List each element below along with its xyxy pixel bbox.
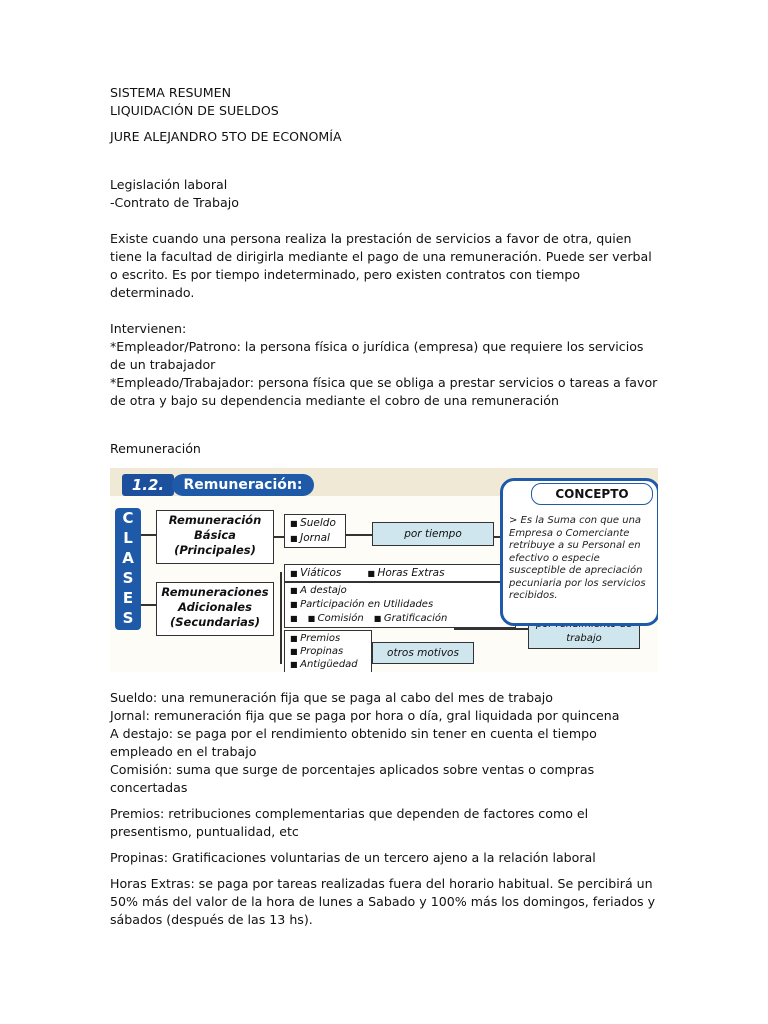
header-line-2: LIQUIDACIÓN DE SUELDOS bbox=[110, 103, 279, 118]
empleador-item: *Empleador/Patrono: la persona física o jurídica (empresa) que requiere los servicios de un trabajador bbox=[110, 339, 644, 372]
figure-number: 1.2. bbox=[122, 474, 174, 496]
item-premios: ■ Premios bbox=[290, 632, 366, 645]
por-tiempo-tag: por tiempo bbox=[372, 522, 494, 546]
clases-letter: C bbox=[122, 509, 134, 527]
section-title: Legislación laboral bbox=[110, 177, 228, 192]
clases-letter: E bbox=[122, 589, 134, 607]
item-sueldo: ■ Sueldo bbox=[290, 516, 340, 531]
clases-letter: A bbox=[122, 549, 134, 567]
remuneraciones-adicionales-box: Remuneraciones Adicionales (Secundarias) bbox=[156, 582, 274, 636]
connector-line bbox=[141, 534, 157, 536]
connector-line bbox=[346, 534, 372, 536]
connector-line bbox=[280, 572, 282, 664]
def-comision: Comisión: suma que surge de porcentajes aplicados sobre ventas o compras concertadas bbox=[110, 762, 595, 795]
basica-items bbox=[284, 514, 346, 548]
clases-letter: L bbox=[123, 529, 133, 547]
item-comision: ■ ■ Comisión bbox=[308, 612, 364, 626]
otros-motivos-tag: otros motivos bbox=[372, 642, 474, 664]
document-page bbox=[110, 84, 662, 458]
connector-line bbox=[454, 628, 528, 630]
remuneracion-heading: Remuneración bbox=[110, 441, 201, 456]
figure-title: Remuneración: bbox=[172, 474, 314, 496]
header-line-1: SISTEMA RESUMEN bbox=[110, 85, 231, 100]
item-participacion: ■ Participación en Utilidades bbox=[290, 598, 510, 612]
connector-line bbox=[141, 604, 157, 606]
definitions-block bbox=[110, 689, 662, 929]
def-horas-extras: Horas Extras: se paga por tareas realizadas fuera del horario habitual. Se percibirá un 50% más del valor de la hora de lunes a Sabado y 100% más los domingos, feriados y sábados (después de las 13 hs). bbox=[110, 876, 656, 927]
viaticos-row bbox=[284, 564, 506, 582]
def-sueldo: Sueldo: una remuneración fija que se paga al cabo del mes de trabajo bbox=[110, 690, 553, 705]
def-premios: Premios: retribuciones complementarias que dependen de factores como el presentismo, puntualidad, etc bbox=[110, 806, 589, 839]
item-propinas: ■ Propinas bbox=[290, 645, 366, 658]
destajo-items bbox=[284, 582, 516, 628]
def-propinas: Propinas: Gratificaciones voluntarias de un tercero ajeno a la relación laboral bbox=[110, 850, 596, 865]
item-antiguedad: ■ Antigüedad bbox=[290, 658, 366, 671]
remuneracion-figure bbox=[110, 468, 658, 672]
remuneracion-basica-box: Remuneración Básica (Principales) bbox=[156, 510, 274, 564]
author-line: JURE ALEJANDRO 5TO DE ECONOMÍA bbox=[110, 129, 342, 144]
clases-label bbox=[115, 508, 141, 630]
item-jornal: ■ Jornal bbox=[290, 531, 340, 546]
intervienen-label: Intervienen: bbox=[110, 321, 187, 336]
concepto-title: CONCEPTO bbox=[531, 483, 653, 505]
empleado-item: *Empleado/Trabajador: persona física que se obliga a prestar servicios o tareas a favor de otra y bajo su dependencia mediante el cobro de una remuneración bbox=[110, 375, 658, 408]
item-gratificacion: ■ Gratificación bbox=[374, 612, 448, 626]
def-jornal: Jornal: remuneración fija que se paga por hora o día, gral liquidada por quincena bbox=[110, 708, 620, 723]
item-viaticos: ■ Viáticos bbox=[290, 566, 341, 580]
comision-row bbox=[290, 612, 510, 626]
section-subtitle: -Contrato de Trabajo bbox=[110, 195, 239, 210]
por-rendimiento-tag: trabajo bbox=[528, 616, 640, 649]
clases-letter: S bbox=[122, 569, 134, 587]
otros-items bbox=[284, 630, 372, 672]
contract-paragraph: Existe cuando una persona realiza la prestación de servicios a favor de otra, quien tiene la facultad de dirigirla mediante el pago de una remuneración. Puede ser verbal o escrito. Es por tiempo indeterminado, pero existen contratos con tiempo determinado. bbox=[110, 231, 652, 300]
concepto-panel bbox=[500, 478, 658, 626]
def-destajo: A destajo: se paga por el rendimiento obtenido sin tener en cuenta el tiempo empleado en el trabajo bbox=[110, 726, 597, 759]
item-horas-extras: ■ Horas Extras bbox=[367, 566, 444, 580]
item-a-destajo: ■ A destajo bbox=[290, 584, 510, 598]
clases-letter: S bbox=[122, 609, 134, 627]
concepto-text: > Es la Suma con que una Empresa o Comerciante retribuye a su Personal en efectivo o especie susceptible de apreciación pecuniaria por los servicios recibidos. bbox=[509, 515, 646, 601]
